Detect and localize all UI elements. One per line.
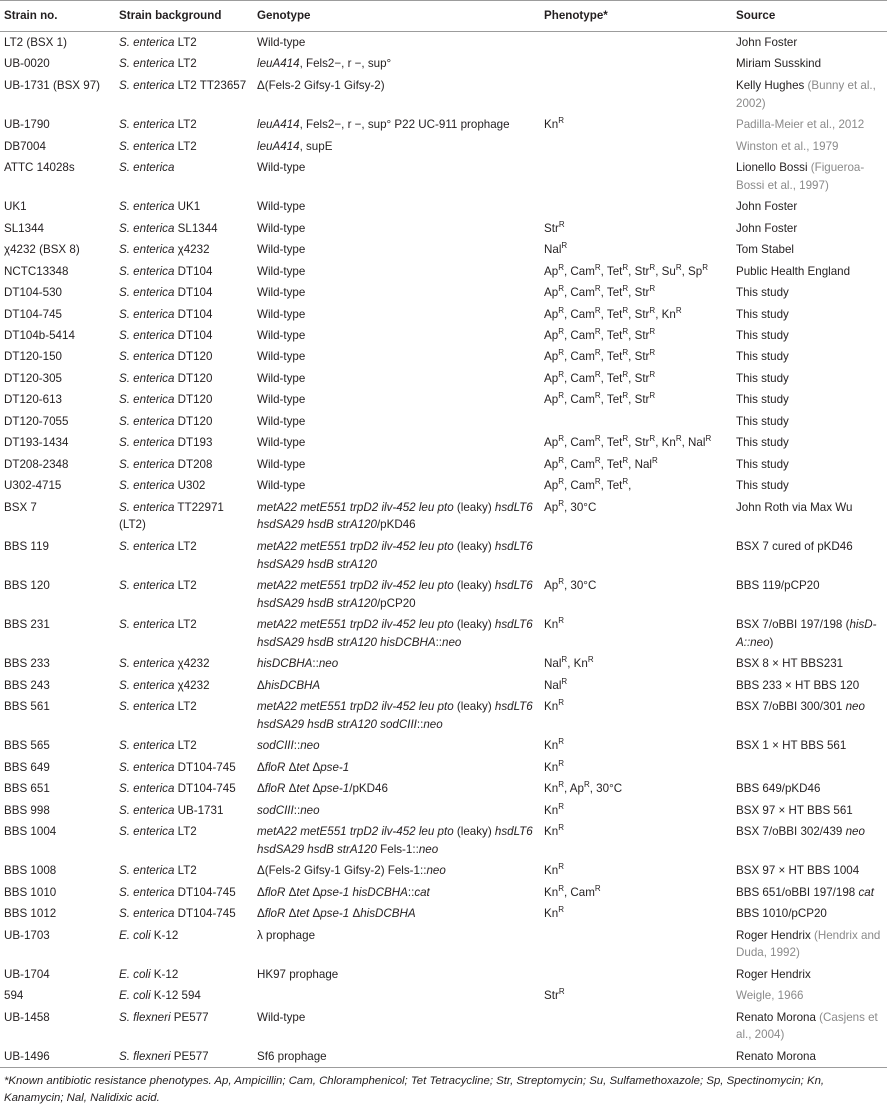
background-cell: S. enterica UB-1731 [119,803,224,817]
strain-cell: BBS 1004 [4,825,57,839]
table-body [0,32,887,1068]
genotype-cell: ΔfloR Δtet Δpse-1 ΔhisDCBHA [257,907,416,921]
genotype-cell: sodCIII::neo [257,739,320,753]
genotype-cell: Wild-type [257,350,306,364]
phenotype-cell [540,53,732,74]
strain-cell: 594 [4,989,24,1003]
genotype-cell: Wild-type [257,243,306,257]
source-cell: BSX 7/oBBI 300/301 neo [736,700,865,714]
strain-cell: UB-1704 [4,967,50,981]
table-row [0,1007,887,1046]
source-cell: This study [736,307,789,321]
phenotype-cell: $Kn^R$ [544,737,564,753]
table-row [0,114,887,135]
strain-cell: BBS 561 [4,700,50,714]
background-cell: S. enterica DT120 [119,414,213,428]
genotype-cell: metA22 metE551 trpD2 ilv-452 leu pto (leaky) hsdLT6 hsdSA29 hsdB strA120/pKD46 [257,500,533,532]
phenotype-cell: $Kn^R$ [544,698,564,714]
strain-cell: DB7004 [4,139,46,153]
background-cell: E. coli K-12 [119,928,179,942]
strain-cell: BBS 233 [4,657,50,671]
background-cell: S. enterica DT120 [119,371,213,385]
background-cell: S. enterica χ4232 [119,243,210,257]
table-row [0,454,887,475]
source-cell: This study [736,286,789,300]
genotype-cell: leuA414, supE [257,139,333,153]
source-cell: John Foster [736,36,798,49]
table-row [0,614,887,653]
strain-cell: LT2 (BSX 1) [4,36,67,49]
background-cell: S. enterica LT2 [119,739,197,753]
phenotype-cell: $Kn^R$ [544,758,564,774]
source-cell: This study [736,393,789,407]
table-row [0,53,887,74]
background-cell: S. enterica U302 [119,479,206,493]
background-cell: S. enterica χ4232 [119,657,210,671]
strain-cell: χ4232 (BSX 8) [4,243,80,257]
genotype-cell: Wild-type [257,436,306,450]
background-cell: S. enterica LT2 [119,57,197,71]
background-cell: S. enterica LT2 [119,700,197,714]
phenotype-cell: $Ap^R$, Cam$^R$, Tet$^R$, [544,477,632,493]
source-cell: BSX 7/oBBI 302/439 neo [736,825,865,839]
source-cell: BSX 7 cured of pKD46 [736,539,853,553]
genotype-cell: Wild-type [257,1010,306,1024]
table-row [0,239,887,260]
header-row [0,1,887,32]
table-row [0,497,887,536]
genotype-cell: Sf6 prophage [253,1046,540,1068]
background-cell: S. enterica DT193 [119,436,213,450]
strain-cell: UB-0020 [4,57,50,71]
header-strain: Strain no. [0,1,115,32]
background-cell: S. enterica DT104-745 [119,782,236,796]
background-cell: S. enterica χ4232 [119,678,210,692]
source-cell: Miriam Susskind [736,57,822,71]
source-cell: Roger Hendrix [736,967,811,981]
phenotype-cell: Str$^R$ [544,219,565,235]
source-cell: Roger Hendrix (Hendrix and Duda, 1992) [736,928,881,960]
background-cell: S. enterica DT104 [119,264,213,278]
genotype-cell: ΔhisDCBHA [257,678,321,692]
background-cell: S. enterica DT120 [119,393,213,407]
background-cell: S. enterica LT2 [119,618,197,632]
table-row [0,882,887,903]
phenotype-cell: $Kn^R$, $Ap^R$, 30°C [544,780,623,796]
genotype-cell: Wild-type [257,414,306,428]
phenotype-cell: Nal$^R$ [544,676,568,692]
table-row [0,925,887,964]
phenotype-cell: $Kn^R$ [544,116,564,132]
phenotype-cell: $Ap^R$, Cam$^R$, Tet$^R$, Str$^R$ [544,348,656,364]
phenotype-cell: $Kn^R$ [544,905,564,921]
genotype-cell: Wild-type [257,329,306,342]
strain-cell: DT120-613 [4,393,63,407]
source-cell: Lionello Bossi (Figueroa-Bossi et al., 1997) [736,161,865,192]
phenotype-cell: $Ap^R$, Cam$^R$, Tet$^R$, Str$^R$ [544,370,656,385]
genotype-cell [253,985,540,1006]
phenotype-cell [540,157,732,196]
genotype-cell: Wild-type [257,307,306,321]
genotype-cell: Wild-type [257,393,306,407]
phenotype-cell: $Kn^R$ [544,823,564,839]
source-cell: This study [736,414,789,428]
phenotype-cell [540,196,732,217]
table-row [0,75,887,114]
strain-cell: DT120-7055 [4,414,69,428]
table-row [0,860,887,881]
source-cell: John Foster [736,221,798,235]
strain-cell: BBS 651 [4,782,50,796]
header-source: Source [732,1,887,32]
source-cell: BSX 1 × HT BBS 561 [736,739,847,753]
source-cell: Tom Stabel [736,243,794,257]
table-row [0,575,887,614]
background-cell: E. coli K-12 [119,967,179,981]
genotype-cell: Wild-type [257,286,306,300]
table-row [0,432,887,453]
background-cell: S. enterica DT104-745 [119,885,236,899]
genotype-cell: leuA414, Fels2−, r −, sup° [257,57,392,71]
strain-cell: BBS 1008 [4,864,57,878]
phenotype-cell: $Kn^R$, Cam$^R$ [544,883,601,899]
source-cell: This study [736,436,789,450]
source-cell: This study [736,479,789,493]
table-row [0,304,887,325]
genotype-cell: Wild-type [257,479,306,493]
strain-cell: DT120-150 [4,350,63,364]
phenotype-cell [540,32,732,54]
table-row [0,475,887,496]
strain-cell: ATTC 14028s [4,161,75,175]
background-cell: S. enterica LT2 [119,539,197,553]
source-cell: BSX 7/oBBI 197/198 (hisD-A::neo) [736,618,877,649]
genotype-cell: Wild-type [257,371,306,385]
genotype-cell: Wild-type [257,221,306,235]
genotype-cell: Wild-type [257,457,306,471]
phenotype-cell: $Ap^R$, Cam$^R$, Tet$^R$, Str$^R$, $Su^R$, $Sp^R$ [544,262,709,278]
phenotype-cell: Nal$^R$, $Kn^R$ [544,655,594,671]
table-row [0,368,887,389]
genotype-cell: metA22 metE551 trpD2 ilv-452 leu pto (leaky) hsdLT6 hsdSA29 hsdB strA120 Fels-1::neo [257,825,533,856]
source-cell: Renato Morona (Casjens et al., 2004) [736,1010,878,1042]
background-cell: S. enterica LT2 [119,579,197,593]
background-cell: S. enterica LT2 [119,825,197,839]
genotype-cell: Wild-type [257,36,306,49]
background-cell: S. enterica LT2 TT23657 [119,78,247,92]
genotype-cell: Wild-type [257,161,306,175]
background-cell: S. enterica LT2 [119,118,197,132]
genotype-cell: metA22 metE551 trpD2 ilv-452 leu pto (leaky) hsdLT6 hsdSA29 hsdB strA120/pCP20 [257,579,533,610]
table-row [0,735,887,756]
background-cell: S. flexneri PE577 [119,1010,209,1024]
background-cell: S. enterica DT120 [119,350,213,364]
table-row [0,282,887,303]
table-row [0,389,887,410]
table-row [0,985,887,1006]
table-row [0,325,887,346]
strain-cell: BBS 565 [4,739,50,753]
table-row [0,903,887,924]
genotype-cell: ΔfloR Δtet Δpse-1/pKD46 [257,782,388,796]
background-cell: S. flexneri PE577 [115,1046,253,1068]
phenotype-cell: $Ap^R$, Cam$^R$, Tet$^R$, Str$^R$ [544,284,656,300]
genotype-cell: Δ(Fels-2 Gifsy-1 Gifsy-2) [257,78,385,92]
genotype-cell: ΔfloR Δtet Δpse-1 [257,760,350,774]
genotype-cell: λ prophage [257,928,316,942]
strain-cell: BBS 120 [4,579,50,593]
genotype-cell: metA22 metE551 trpD2 ilv-452 leu pto (leaky) hsdLT6 hsdSA29 hsdB strA120 hisDCBHA::neo [257,618,533,649]
source-cell: This study [736,350,789,364]
table-row [0,411,887,432]
phenotype-cell [540,964,732,985]
strain-cell: DT104b-5414 [4,329,75,342]
phenotype-cell [540,136,732,157]
phenotype-cell [540,536,732,575]
table-row [0,157,887,196]
phenotype-cell: $Ap^R$, Cam$^R$, Tet$^R$, Str$^R$, $Kn^R$ [544,305,682,321]
phenotype-cell [540,1007,732,1046]
genotype-cell: ΔfloR Δtet Δpse-1 hisDCBHA::cat [257,885,430,899]
phenotype-cell: $Kn^R$ [544,616,564,632]
background-cell: S. enterica LT2 [119,864,197,878]
source-cell: Public Health England [736,264,851,278]
header-phenotype: Phenotype* [540,1,732,32]
source-cell: BBS 1010/pCP20 [736,907,827,921]
phenotype-cell: $Kn^R$ [544,801,564,817]
table-row [0,346,887,367]
source-cell [732,757,887,778]
genotype-cell: Wild-type [257,200,306,214]
strain-cell: DT104-745 [4,307,63,321]
table-row [0,196,887,217]
source-cell: BBS 119/pCP20 [736,579,820,593]
footnote: *Known antibiotic resistance phenotypes. Ap, Ampicillin; Cam, Chloramphenicol; Tet Tetracycline; Str, Streptomycin; Su, Sulfamethoxazole; Sp, Spectinomycin; Kn, Kanamycin; Nal, Nalidixic acid. [4,1075,825,1105]
strain-cell: UK1 [4,200,27,214]
phenotype-cell [540,75,732,114]
strain-cell: UB-1731 (BSX 97) [4,78,101,92]
background-cell: S. enterica TT22971 (LT2) [119,500,224,532]
table-row [0,778,887,799]
phenotype-cell: $Ap^R$, Cam$^R$, Tet$^R$, Str$^R$ [544,327,656,342]
phenotype-cell: $Ap^R$, 30°C [544,499,597,514]
phenotype-cell: $Ap^R$, Cam$^R$, Tet$^R$, Str$^R$ [544,391,656,407]
genotype-cell: leuA414, Fels2−, r −, sup° P22 UC-911 prophage [257,118,510,132]
strain-cell: DT120-305 [4,371,63,385]
table-row [0,1046,887,1068]
table-row [0,32,887,54]
source-cell: John Foster [736,200,798,214]
phenotype-cell: $Ap^R$, 30°C [544,577,597,593]
table-row [0,675,887,696]
background-cell: S. enterica SL1344 [119,221,218,235]
strain-cell: SL1344 [4,221,44,235]
strain-cell: BBS 649 [4,760,50,774]
genotype-cell: sodCIII::neo [257,803,320,817]
background-cell: S. enterica LT2 [119,36,197,49]
background-cell: S. enterica DT104 [119,286,213,300]
background-cell: S. enterica DT104-745 [119,907,236,921]
source-cell: John Roth via Max Wu [736,500,853,514]
table-row [0,218,887,239]
background-cell: S. enterica DT104-745 [119,760,236,774]
strain-cell: BBS 119 [4,539,49,553]
source-cell: BBS 651/oBBI 197/198 cat [736,885,874,899]
source-cell: BBS 649/pKD46 [736,782,821,796]
phenotype-cell [540,925,732,964]
genotype-cell: metA22 metE551 trpD2 ilv-452 leu pto (leaky) hsdLT6 hsdSA29 hsdB strA120 [257,539,533,571]
phenotype-cell [540,1046,732,1068]
source-cell: Kelly Hughes (Bunny et al., 2002) [736,78,876,110]
strain-cell: DT193-1434 [4,436,69,450]
strain-cell: BBS 243 [4,678,50,692]
background-cell: E. coli K-12 594 [119,989,201,1003]
strain-cell: BBS 231 [4,618,50,632]
background-cell: S. enterica UK1 [119,200,201,214]
table-row [0,136,887,157]
strain-cell: BBS 1010 [4,885,57,899]
genotype-cell: hisDCBHA::neo [257,657,339,671]
source-cell: This study [736,329,789,342]
header-background: Strain background [115,1,253,32]
phenotype-cell: Nal$^R$ [544,241,568,257]
source-cell: Weigle, 1966 [736,989,804,1003]
strain-cell: DT104-530 [4,286,63,300]
table-row [0,261,887,282]
strain-cell: NCTC13348 [4,264,69,278]
strain-cell: UB-1703 [4,928,50,942]
strain-cell: BSX 7 [4,500,37,514]
background-cell: S. enterica DT104 [119,307,213,321]
background-cell: S. enterica DT104 [119,329,213,342]
strain-cell: UB-1790 [4,118,50,132]
source-cell: Renato Morona [732,1046,887,1068]
phenotype-cell: $Ap^R$, Cam$^R$, Tet$^R$, Nal$^R$ [544,456,658,471]
genotype-cell: Δ(Fels-2 Gifsy-1 Gifsy-2) Fels-1::neo [257,864,446,878]
phenotype-cell: Str$^R$ [544,987,565,1003]
header-genotype: Genotype [253,1,540,32]
genotype-cell: HK97 prophage [257,967,339,981]
table-row [0,821,887,860]
table-row [0,536,887,575]
table-row [0,800,887,821]
strain-cell: BBS 998 [4,803,50,817]
strain-cell: UB-1458 [4,1010,50,1024]
table-row [0,964,887,985]
source-cell: This study [736,457,789,471]
source-cell: BBS 233 × HT BBS 120 [736,678,860,692]
phenotype-cell [540,411,732,432]
background-cell: S. enterica DT208 [119,457,213,471]
source-cell: BSX 8 × HT BBS231 [736,657,844,671]
strain-cell: DT208-2348 [4,457,69,471]
source-cell: This study [736,371,789,385]
background-cell: S. enterica [119,161,175,175]
phenotype-cell: $Ap^R$, Cam$^R$, Tet$^R$, Str$^R$, $Kn^R$, Nal$^R$ [544,434,712,450]
strain-cell: UB-1496 [0,1046,115,1068]
strain-cell: BBS 1012 [4,907,57,921]
source-cell: BSX 97 × HT BBS 561 [736,803,853,817]
source-cell: Padilla-Meier et al., 2012 [736,118,865,132]
source-cell: Winston et al., 1979 [736,139,839,153]
table-row [0,696,887,735]
strain-cell: U302-4715 [4,479,62,493]
phenotype-cell: $Kn^R$ [544,862,564,878]
background-cell: S. enterica LT2 [119,139,197,153]
genotype-cell: metA22 metE551 trpD2 ilv-452 leu pto (leaky) hsdLT6 hsdSA29 hsdB strA120 sodCIII::neo [257,700,533,731]
table-row [0,757,887,778]
source-cell: BSX 97 × HT BBS 1004 [736,864,860,878]
table-row [0,653,887,674]
genotype-cell: Wild-type [257,264,306,278]
